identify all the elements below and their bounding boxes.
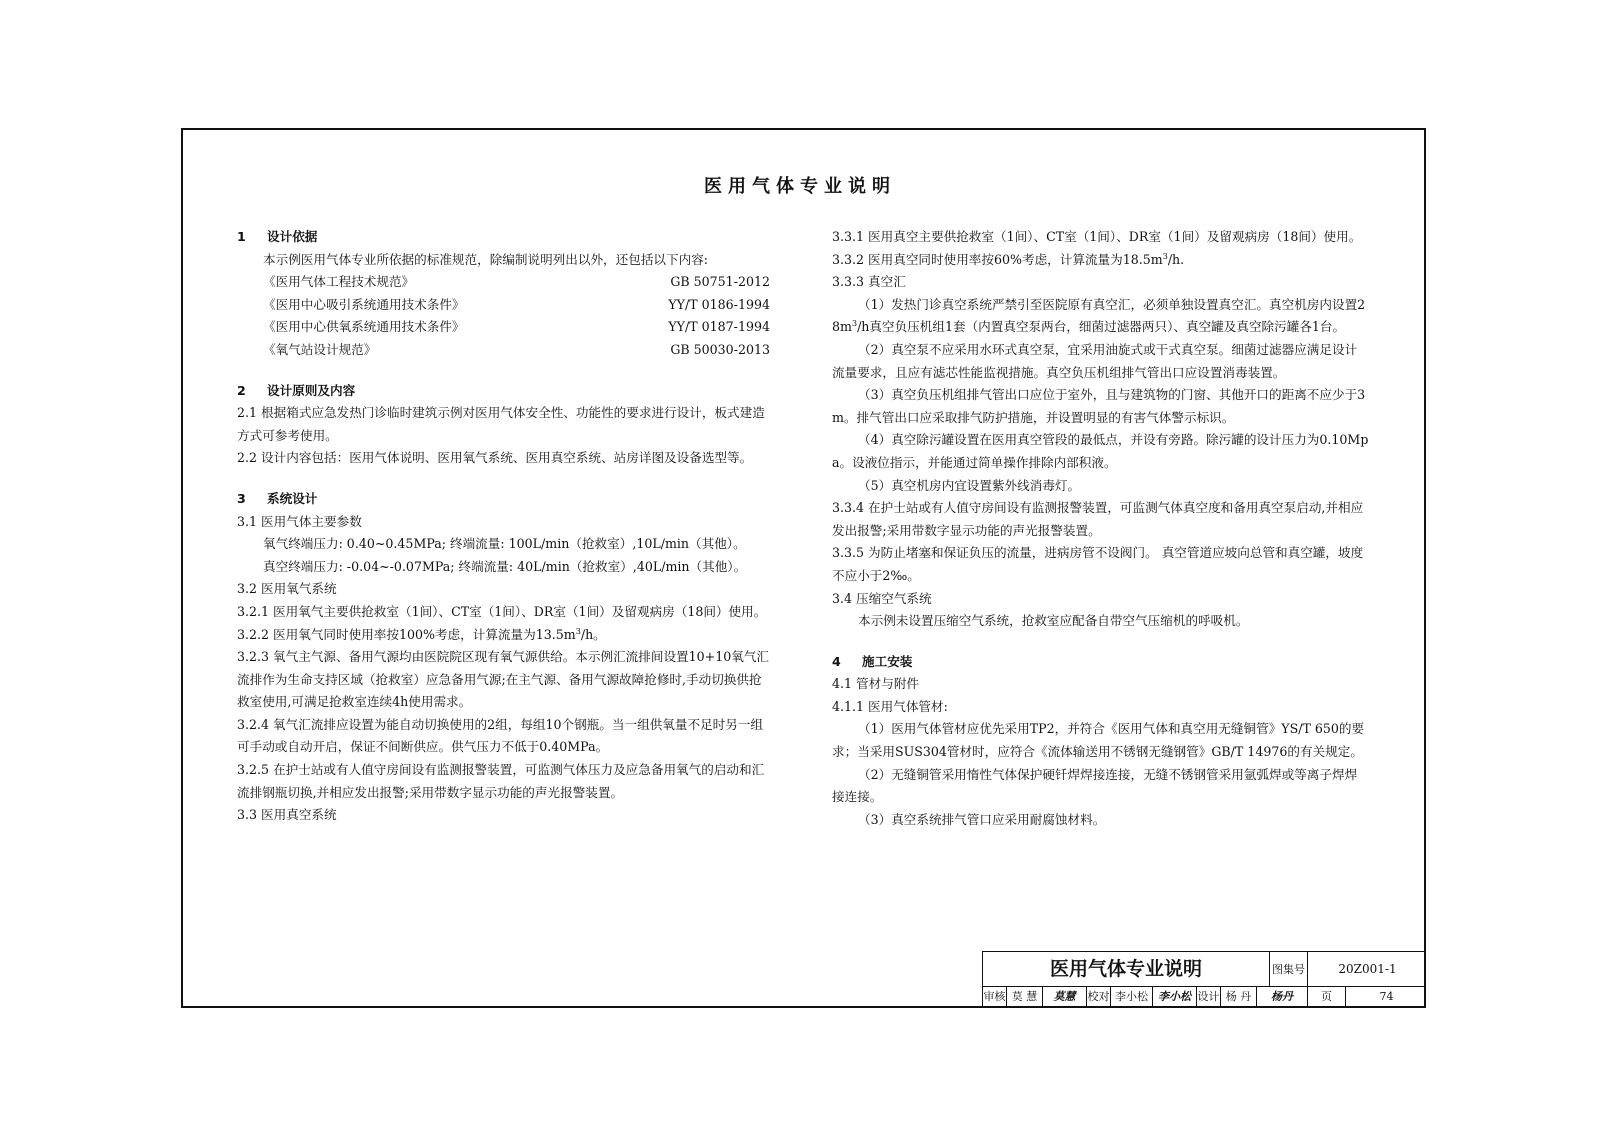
page-label: 页 [1308,987,1346,1007]
designer-signature: 杨丹 [1257,987,1308,1007]
paragraph-3-3-4: 3.3.4 在护士站或有人值守房间设有监测报警装置，可监测气体真空度和备用真空泵启动,并相应发出报警;采用带数字显示功能的声光报警装置。 [832,500,1364,538]
page-number: 74 [1379,990,1394,1003]
paragraph-3-1b: 真空终端压力: -0.04~-0.07MPa; 终端流量: 40L/min（抢救室）,40L/min（其他）。 [263,558,747,574]
paragraph-3-2: 3.2 医用氧气系统 [237,581,337,597]
paragraph-4-1: 4.1 管材与附件 [832,676,920,692]
checker-name: 李小松 [1111,987,1153,1007]
standard-row: 《氧气站设计规范》 GB 50030-2013 [263,341,770,357]
title-block-row-1 [982,951,1426,986]
title-block-row-2 [982,986,1426,1008]
atlas-number: 20Z001-1 [1338,962,1397,976]
paragraph-3-3: 3.3 医用真空系统 [237,807,337,823]
paragraph-4-1-1-2: （2）无缝铜管采用惰性气体保护硬钎焊焊接连接，无缝不锈钢管采用氩弧焊或等离子焊焊接连接。 [832,766,1358,805]
section-3-heading: 3 系统设计 [237,490,318,506]
paragraph-3-4a: 本示例未设置压缩空气系统，抢救室应配备自带空气压缩机的呼吸机。 [858,613,1249,629]
check-label: 校对 [1087,987,1111,1007]
paragraph-3-1a: 氧气终端压力: 0.40~0.45MPa; 终端流量: 100L/min（抢救室）,10L/min（其他）。 [263,536,746,552]
section-4-heading: 4 施工安装 [832,653,913,669]
paragraph-3-2-1: 3.2.1 医用氧气主要供抢救室（1间）、CT室（1间）、DR室（1间）及留观病房（18间）使用。 [237,603,767,619]
paragraph-3-3-1: 3.3.1 医用真空主要供抢救室（1间）、CT室（1间）、DR室（1间）及留观病房（18间）使用。 [832,229,1362,244]
reviewer-signature: 莫慧 [1043,987,1087,1007]
checker-signature: 李小松 [1153,987,1197,1007]
right-column [832,226,1369,831]
paragraph-3-2-3: 3.2.3 氧气主气源、备用气源均由医院院区现有氧气源供给。本示例汇流排间设置10+10氧气汇流排作为生命支持区域（抢救室）应急备用气源;在主气源、备用气源故障抢修时,手动切换供抢救室使用,可满足抢救室连续4h使用需求。 [237,649,770,710]
paragraph-3-3-5: 3.3.5 为防止堵塞和保证负压的流量，进病房管不设阀门。 真空管道应坡向总管和真空罐，坡度不应小于2‰。 [832,545,1364,583]
paragraph-3-4: 3.4 压缩空气系统 [832,590,932,606]
title-block [982,951,1426,1008]
paragraph-4-1-1-3: （3）真空系统排气管口应采用耐腐蚀材料。 [858,811,1106,827]
standard-row: 《医用气体工程技术规范》 GB 50751-2012 [263,274,770,290]
paragraph-3-3-3-1: （1）发热门诊真空系统严禁引至医院原有真空汇，必须单独设置真空汇。真空机房内设置$28m^3/h$真空负压机组1套（内置真空泵两台，细菌过滤器两只）、真空罐及真空除污罐各1台。 [832,296,1366,335]
reviewer-name: 莫 慧 [1007,987,1043,1007]
atlas-number-label: 图集号 [1270,952,1308,987]
paragraph-2-1: 2.1 根据箱式应急发热门诊临时建筑示例对医用气体安全性、功能性的要求进行设计，板式建造方式可参考使用。 [237,405,765,443]
paragraph-3-3-2: 3.3.2 医用真空同时使用率按60%考虑，计算流量为$18.5m^3/h$. [832,251,1185,267]
standard-row: 《医用中心供氧系统通用技术条件》 YY/T 0187-1994 [263,319,770,335]
page-title: 医用气体专业说明 [704,176,896,197]
paragraph-3-3-3-4: （4）真空除污罐设置在医用真空管段的最低点，并设有旁路。除污罐的设计压力为0.10Mpa。设液位指示，并能通过简单操作排除内部积液。 [832,432,1369,470]
paragraph-3-3-3: 3.3.3 真空汇 [832,274,906,290]
section-2-heading: 2 设计原则及内容 [237,382,356,398]
design-label: 设计 [1197,987,1221,1007]
left-column [237,226,770,827]
paragraph-3-3-3-2: （2）真空泵不应采用水环式真空泵，宜采用油旋式或干式真空泵。细菌过滤器应满足设计流量要求，且应有滤芯性能监视措施。真空负压机组排气管出口应设置消毒装置。 [832,341,1358,380]
paragraph-3-1: 3.1 医用气体主要参数 [237,513,362,529]
paragraph-3-2-5: 3.2.5 在护士站或有人值守房间设有监测报警装置，可监测气体压力及应急备用氧气的启动和汇流排钢瓶切换,并相应发出报警;采用带数字显示功能的声光报警装置。 [237,762,765,800]
paragraph-3-3-3-3: （3）真空负压机组排气管出口应位于室外，且与建筑物的门窗、其他开口的距离不应少于3m。排气管出口应采取排气防护措施，并设置明显的有害气体警示标识。 [832,387,1366,425]
paragraph-4-1-1: 4.1.1 医用气体管材: [832,698,948,714]
review-label: 审核 [983,987,1007,1007]
paragraph-4-1-1-1: （1）医用气体管材应优先采用TP2，并符合《医用气体和真空用无缝铜管》YS/T 650的要求；当采用SUS304管材时，应符合《流体输送用不锈钢无缝钢管》GB/T 14976的有关规定。 [832,721,1365,760]
title-block-title: 医用气体专业说明 [983,952,1270,987]
designer-name: 杨 丹 [1221,987,1257,1007]
paragraph-3-2-4: 3.2.4 氧气汇流排应设置为能自动切换使用的2组，每组10个钢瓶。当一组供氧量不足时另一组可手动或自动开启，保证不间断供应。供气压力不低于0.40MPa。 [237,716,764,755]
paragraph-2-2: 2.2 设计内容包括：医用气体说明、医用氧气系统、医用真空系统、站房详图及设备选型等。 [237,450,753,466]
standard-row: 《医用中心吸引系统通用技术条件》 YY/T 0186-1994 [263,296,770,312]
paragraph-3-3-3-5: （5）真空机房内宜设置紫外线消毒灯。 [858,477,1081,493]
section-1-heading: 1 设计依据 [237,229,318,244]
section-1-intro: 本示例医用气体专业所依据的标准规范，除编制说明列出以外，还包括以下内容: [263,251,709,267]
paragraph-3-2-2: 3.2.2 医用氧气同时使用率按100%考虑，计算流量为$13.5m^3/h$。 [237,626,606,642]
